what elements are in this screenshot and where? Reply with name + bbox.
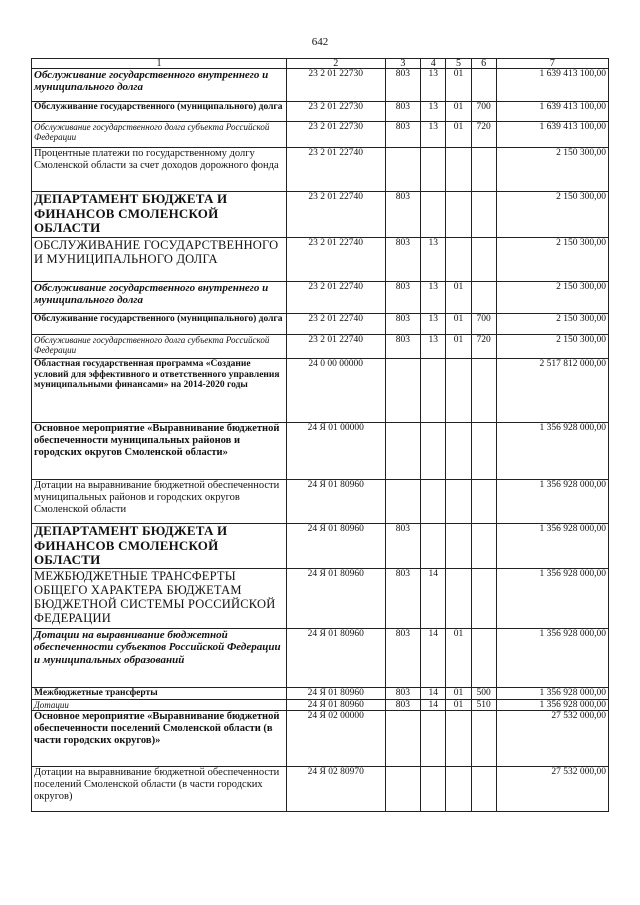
target-article-code-cell: 24 Я 01 80960	[286, 480, 385, 524]
subsection-code-cell: 01	[446, 629, 471, 688]
subsection-code-cell	[446, 767, 471, 812]
section-code-cell: 13	[421, 69, 446, 102]
section-code-cell	[421, 524, 446, 569]
section-code-cell: 14	[421, 569, 446, 629]
expense-type-code-cell	[471, 524, 496, 569]
section-code-cell	[421, 423, 446, 480]
table-row	[32, 335, 609, 359]
amount-cell: 2 150 300,00	[496, 314, 608, 335]
target-article-code-cell: 24 Я 02 00000	[286, 711, 385, 767]
row-name-cell: Обслуживание государственного долга субъекта Российской Федерации	[32, 335, 287, 359]
row-name-cell: Дотации на выравнивание бюджетной обеспеченности субъектов Российской Федерации и муниципальных образований	[32, 629, 287, 688]
expense-type-code-cell	[471, 767, 496, 812]
target-article-code-cell: 23 2 01 22740	[286, 335, 385, 359]
table-row	[32, 314, 609, 335]
subsection-code-cell	[446, 711, 471, 767]
table-row	[32, 699, 609, 711]
section-code-cell: 13	[421, 314, 446, 335]
table-row	[32, 122, 609, 148]
subsection-code-cell	[446, 480, 471, 524]
subsection-code-cell: 01	[446, 314, 471, 335]
ministry-code-cell: 803	[385, 629, 421, 688]
target-article-code-cell: 23 2 01 22730	[286, 102, 385, 122]
table-row	[32, 69, 609, 102]
ministry-code-cell: 803	[385, 569, 421, 629]
row-name-cell: Областная государственная программа «Создание условий для эффективного и ответственного управления муниципальными финансами» на 2014-2020 годы	[32, 359, 287, 423]
amount-cell: 1 639 413 100,00	[496, 69, 608, 102]
row-name-cell: Обслуживание государственного (муниципального) долга	[32, 314, 287, 335]
column-header: 3	[385, 59, 421, 69]
table-row	[32, 359, 609, 423]
column-header: 6	[471, 59, 496, 69]
section-code-cell: 14	[421, 699, 446, 711]
subsection-code-cell	[446, 359, 471, 423]
subsection-code-cell	[446, 524, 471, 569]
table-row	[32, 148, 609, 192]
target-article-code-cell: 24 Я 01 80960	[286, 524, 385, 569]
expense-type-code-cell	[471, 238, 496, 282]
ministry-code-cell	[385, 480, 421, 524]
target-article-code-cell: 24 Я 01 00000	[286, 423, 385, 480]
section-code-cell	[421, 480, 446, 524]
expense-type-code-cell	[471, 359, 496, 423]
row-name-cell: Процентные платежи по государственному долгу Смоленской области за счет доходов дорожного фонда	[32, 148, 287, 192]
section-code-cell: 13	[421, 122, 446, 148]
expense-type-code-cell	[471, 192, 496, 238]
table-body	[32, 69, 609, 812]
subsection-code-cell: 01	[446, 122, 471, 148]
target-article-code-cell: 24 Я 01 80960	[286, 688, 385, 700]
amount-cell: 27 532 000,00	[496, 711, 608, 767]
section-code-cell	[421, 711, 446, 767]
column-header: 4	[421, 59, 446, 69]
target-article-code-cell: 24 Я 01 80960	[286, 699, 385, 711]
section-code-cell: 14	[421, 629, 446, 688]
target-article-code-cell: 24 Я 01 80960	[286, 629, 385, 688]
amount-cell: 2 150 300,00	[496, 238, 608, 282]
subsection-code-cell: 01	[446, 69, 471, 102]
row-name-cell: МЕЖБЮДЖЕТНЫЕ ТРАНСФЕРТЫ ОБЩЕГО ХАРАКТЕРА БЮДЖЕТАМ БЮДЖЕТНОЙ СИСТЕМЫ РОССИЙСКОЙ ФЕДЕРАЦИИ	[32, 569, 287, 629]
expense-type-code-cell	[471, 711, 496, 767]
section-code-cell: 13	[421, 335, 446, 359]
column-header: 7	[496, 59, 608, 69]
amount-cell: 1 356 928 000,00	[496, 688, 608, 700]
table-row	[32, 524, 609, 569]
ministry-code-cell: 803	[385, 282, 421, 314]
section-code-cell: 13	[421, 238, 446, 282]
ministry-code-cell	[385, 148, 421, 192]
subsection-code-cell: 01	[446, 699, 471, 711]
amount-cell: 1 356 928 000,00	[496, 524, 608, 569]
row-name-cell: Обслуживание государственного долга субъекта Российской Федерации	[32, 122, 287, 148]
table-row	[32, 629, 609, 688]
amount-cell: 1 356 928 000,00	[496, 629, 608, 688]
row-name-cell: ДЕПАРТАМЕНТ БЮДЖЕТА И ФИНАНСОВ СМОЛЕНСКОЙ ОБЛАСТИ	[32, 524, 287, 569]
expense-type-code-cell: 700	[471, 102, 496, 122]
row-name-cell: Дотации на выравнивание бюджетной обеспеченности муниципальных районов и городских округов Смоленской области	[32, 480, 287, 524]
amount-cell: 1 356 928 000,00	[496, 569, 608, 629]
amount-cell: 1 356 928 000,00	[496, 699, 608, 711]
ministry-code-cell	[385, 711, 421, 767]
table-row	[32, 569, 609, 629]
ministry-code-cell	[385, 359, 421, 423]
ministry-code-cell: 803	[385, 122, 421, 148]
row-name-cell: Обслуживание государственного внутреннего и муниципального долга	[32, 282, 287, 314]
expense-type-code-cell	[471, 480, 496, 524]
expense-type-code-cell	[471, 569, 496, 629]
section-code-cell	[421, 359, 446, 423]
row-name-cell: ДЕПАРТАМЕНТ БЮДЖЕТА И ФИНАНСОВ СМОЛЕНСКОЙ ОБЛАСТИ	[32, 192, 287, 238]
ministry-code-cell: 803	[385, 688, 421, 700]
section-code-cell: 13	[421, 282, 446, 314]
column-header: 1	[32, 59, 287, 69]
subsection-code-cell	[446, 192, 471, 238]
page-number: 642	[311, 36, 329, 48]
section-code-cell	[421, 148, 446, 192]
ministry-code-cell: 803	[385, 314, 421, 335]
subsection-code-cell	[446, 569, 471, 629]
section-code-cell	[421, 767, 446, 812]
table-row	[32, 423, 609, 480]
subsection-code-cell: 01	[446, 282, 471, 314]
expense-type-code-cell	[471, 629, 496, 688]
row-name-cell: Дотации	[32, 699, 287, 711]
amount-cell: 27 532 000,00	[496, 767, 608, 812]
subsection-code-cell	[446, 423, 471, 480]
target-article-code-cell: 23 2 01 22740	[286, 238, 385, 282]
section-code-cell	[421, 192, 446, 238]
expense-type-code-cell: 500	[471, 688, 496, 700]
expense-type-code-cell: 700	[471, 314, 496, 335]
ministry-code-cell	[385, 767, 421, 812]
section-code-cell: 14	[421, 688, 446, 700]
ministry-code-cell	[385, 423, 421, 480]
table-row	[32, 238, 609, 282]
row-name-cell: ОБСЛУЖИВАНИЕ ГОСУДАРСТВЕННОГО И МУНИЦИПАЛЬНОГО ДОЛГА	[32, 238, 287, 282]
ministry-code-cell: 803	[385, 102, 421, 122]
row-name-cell: Основное мероприятие «Выравнивание бюджетной обеспеченности муниципальных районов и городских округов Смоленской области»	[32, 423, 287, 480]
row-name-cell: Основное мероприятие «Выравнивание бюджетной обеспеченности поселений Смоленской области (в части городских округов)»	[32, 711, 287, 767]
table-row	[32, 192, 609, 238]
expense-type-code-cell: 510	[471, 699, 496, 711]
amount-cell: 1 639 413 100,00	[496, 102, 608, 122]
target-article-code-cell: 24 Я 01 80960	[286, 569, 385, 629]
row-name-cell: Обслуживание государственного внутреннего и муниципального долга	[32, 69, 287, 102]
ministry-code-cell: 803	[385, 238, 421, 282]
expense-type-code-cell	[471, 282, 496, 314]
table-row	[32, 711, 609, 767]
amount-cell: 1 356 928 000,00	[496, 423, 608, 480]
ministry-code-cell: 803	[385, 192, 421, 238]
budget-table	[31, 58, 609, 812]
target-article-code-cell: 23 2 01 22740	[286, 148, 385, 192]
amount-cell: 2 150 300,00	[496, 148, 608, 192]
ministry-code-cell: 803	[385, 699, 421, 711]
subsection-code-cell	[446, 238, 471, 282]
section-code-cell: 13	[421, 102, 446, 122]
ministry-code-cell: 803	[385, 524, 421, 569]
table-header-row	[32, 59, 609, 69]
amount-cell: 2 150 300,00	[496, 335, 608, 359]
target-article-code-cell: 24 Я 02 80970	[286, 767, 385, 812]
target-article-code-cell: 23 2 01 22730	[286, 122, 385, 148]
expense-type-code-cell: 720	[471, 335, 496, 359]
subsection-code-cell: 01	[446, 688, 471, 700]
amount-cell: 1 356 928 000,00	[496, 480, 608, 524]
target-article-code-cell: 24 0 00 00000	[286, 359, 385, 423]
row-name-cell: Дотации на выравнивание бюджетной обеспеченности поселений Смоленской области (в части городских округов)	[32, 767, 287, 812]
table-row	[32, 688, 609, 700]
row-name-cell: Межбюджетные трансферты	[32, 688, 287, 700]
target-article-code-cell: 23 2 01 22740	[286, 314, 385, 335]
amount-cell: 1 639 413 100,00	[496, 122, 608, 148]
amount-cell: 2 150 300,00	[496, 282, 608, 314]
amount-cell: 2 150 300,00	[496, 192, 608, 238]
target-article-code-cell: 23 2 01 22740	[286, 192, 385, 238]
expense-type-code-cell: 720	[471, 122, 496, 148]
table-row	[32, 282, 609, 314]
ministry-code-cell: 803	[385, 335, 421, 359]
table-row	[32, 480, 609, 524]
ministry-code-cell: 803	[385, 69, 421, 102]
column-header: 5	[446, 59, 471, 69]
target-article-code-cell: 23 2 01 22740	[286, 282, 385, 314]
column-header: 2	[286, 59, 385, 69]
expense-type-code-cell	[471, 69, 496, 102]
row-name-cell: Обслуживание государственного (муниципального) долга	[32, 102, 287, 122]
subsection-code-cell: 01	[446, 102, 471, 122]
table-row	[32, 102, 609, 122]
expense-type-code-cell	[471, 148, 496, 192]
amount-cell: 2 517 812 000,00	[496, 359, 608, 423]
subsection-code-cell	[446, 148, 471, 192]
expense-type-code-cell	[471, 423, 496, 480]
table-row	[32, 767, 609, 812]
target-article-code-cell: 23 2 01 22730	[286, 69, 385, 102]
subsection-code-cell: 01	[446, 335, 471, 359]
